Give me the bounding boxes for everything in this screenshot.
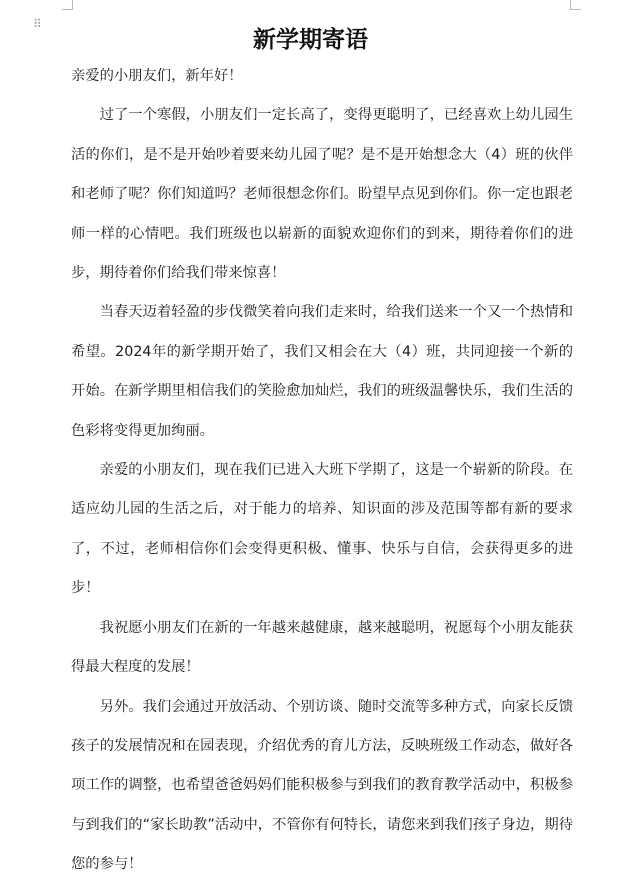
paragraph-1: 过了一个寒假，小朋友们一定长高了，变得更聪明了，已经喜欢上幼儿园生活的你们，是不是开始吵着要来幼儿园了呢？是不是开始想念大（4）班的伙伴和老师了呢？你们知道吗？老师很想念你们。盼望早点见到你们。你一定也跟老师一样的心情吧。我们班级也以崭新的面貌欢迎你们的到来，期待着你们的进步，期待着你们给我们带来惊喜！ [71, 107, 573, 282]
margin-corner-top-right [570, 0, 581, 10]
margin-corner-top-left [62, 0, 73, 10]
paragraph-3: 亲爱的小朋友们，现在我们已进入大班下学期了，这是一个崭新的阶段。在适应幼儿园的生活之后，对于能力的培养、知识面的涉及范围等都有新的要求了，不过，老师相信你们会变得更积极、懂事、快乐与自信，会获得更多的进步！ [71, 462, 573, 597]
document-body [71, 57, 573, 885]
document-title: 新学期寄语 [253, 26, 368, 54]
greeting: 亲爱的小朋友们，新年好！ [71, 68, 243, 84]
paragraph-4: 我祝愿小朋友们在新的一年越来越健康，越来越聪明，祝愿每个小朋友能获得最大程度的发展！ [71, 619, 573, 676]
drag-handle-icon[interactable]: ⠿ [33, 17, 41, 31]
paragraph-5: 另外。我们会通过开放活动、个别访谈、随时交流等多种方式，向家长反馈孩子的发展情况和在园表现，介绍优秀的育儿方法，反映班级工作动态，做好各项工作的调整，也希望爸爸妈妈们能积极参与到我们的教育教学活动中，积极参与到我们的“家长助教”活动中，不管你有何特长，请您来到我们孩子身边，期待您的参与！ [71, 698, 573, 873]
paragraph-2: 当春天迈着轻盈的步伐微笑着向我们走来时，给我们送来一个又一个热情和希望。2024年的新学期开始了，我们又相会在大（4）班，共同迎接一个新的开始。在新学期里相信我们的笑脸愈加灿烂，我们的班级温馨快乐，我们生活的色彩将变得更加绚丽。 [71, 304, 573, 439]
